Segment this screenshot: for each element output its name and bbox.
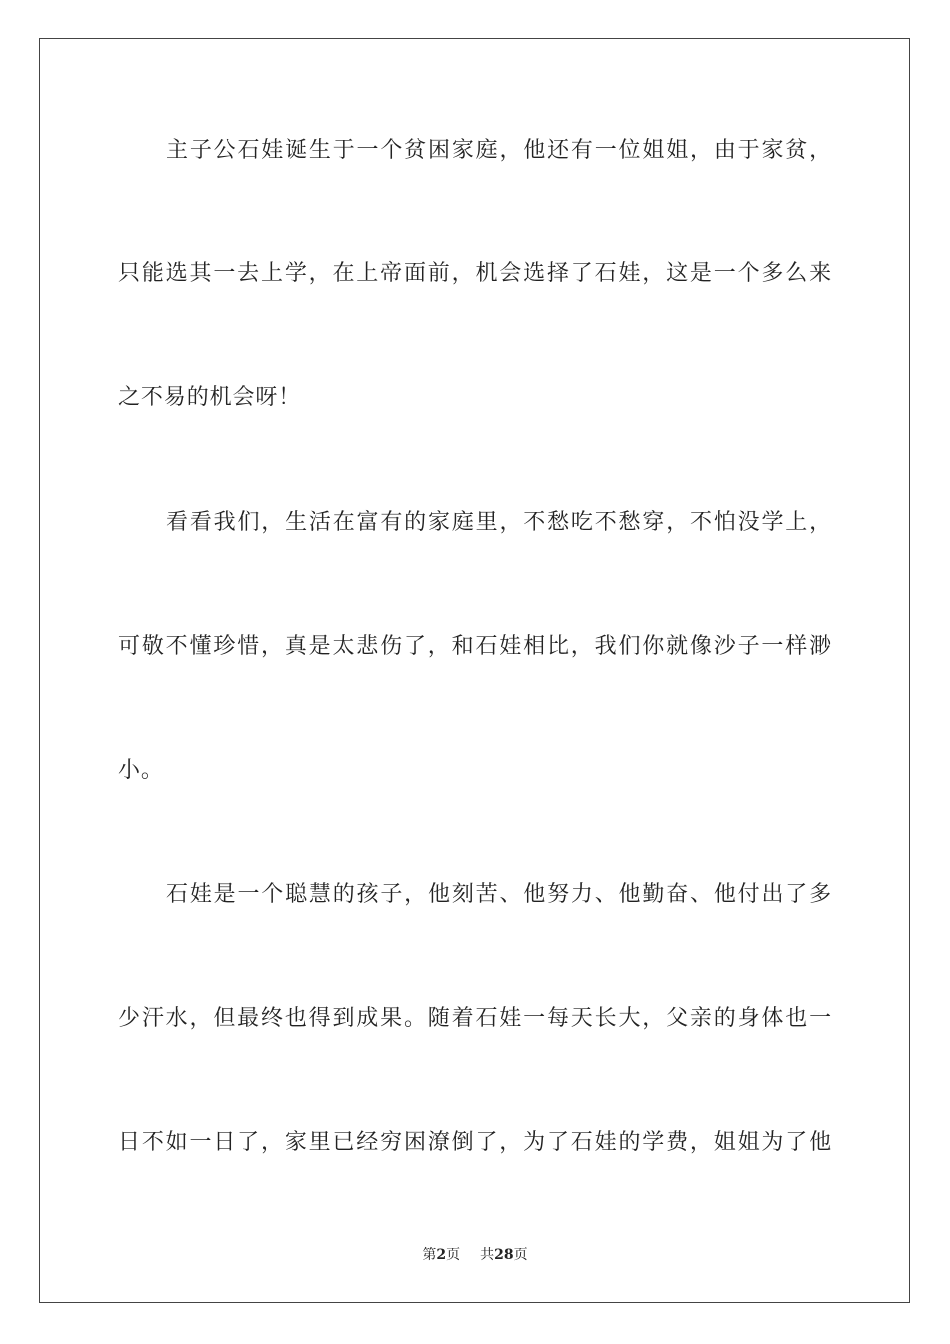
paragraph-3-line-2: 少汗水，但最终也得到成果。随着石娃一每天长大，父亲的身体也一 [118,1006,832,1031]
paragraph-2-line-2: 可敬不懂珍惜，真是太悲伤了，和石娃相比，我们你就像沙子一样渺 [118,634,832,659]
paragraph-1-line-2: 只能选其一去上学，在上帝面前，机会选择了石娃，这是一个多么来 [118,261,832,286]
paragraph-2-line-3: 小。 [118,758,164,783]
page-footer [0,1246,950,1264]
footer-total-pages: 28 [494,1247,514,1263]
footer-page-number: 2 [436,1247,447,1263]
paragraph-1-line-1: 主子公石娃诞生于一个贫困家庭，他还有一位姐姐，由于家贫， [166,138,832,163]
paragraph-3-line-3: 日不如一日了，家里已经穷困潦倒了，为了石娃的学费，姐姐为了他 [118,1130,832,1155]
paragraph-2-line-1: 看看我们，生活在富有的家庭里，不愁吃不愁穿，不怕没学上， [166,510,832,535]
footer-page-prefix: 第 [422,1247,437,1263]
page-border [39,38,910,1303]
footer-total-suffix: 页 [513,1247,528,1263]
footer-page-suffix: 页 [446,1247,461,1263]
footer-total-prefix: 共 [480,1247,495,1263]
paragraph-1-line-3: 之不易的机会呀！ [118,385,302,410]
paragraph-3-line-1: 石娃是一个聪慧的孩子，他刻苦、他努力、他勤奋、他付出了多 [166,882,832,907]
